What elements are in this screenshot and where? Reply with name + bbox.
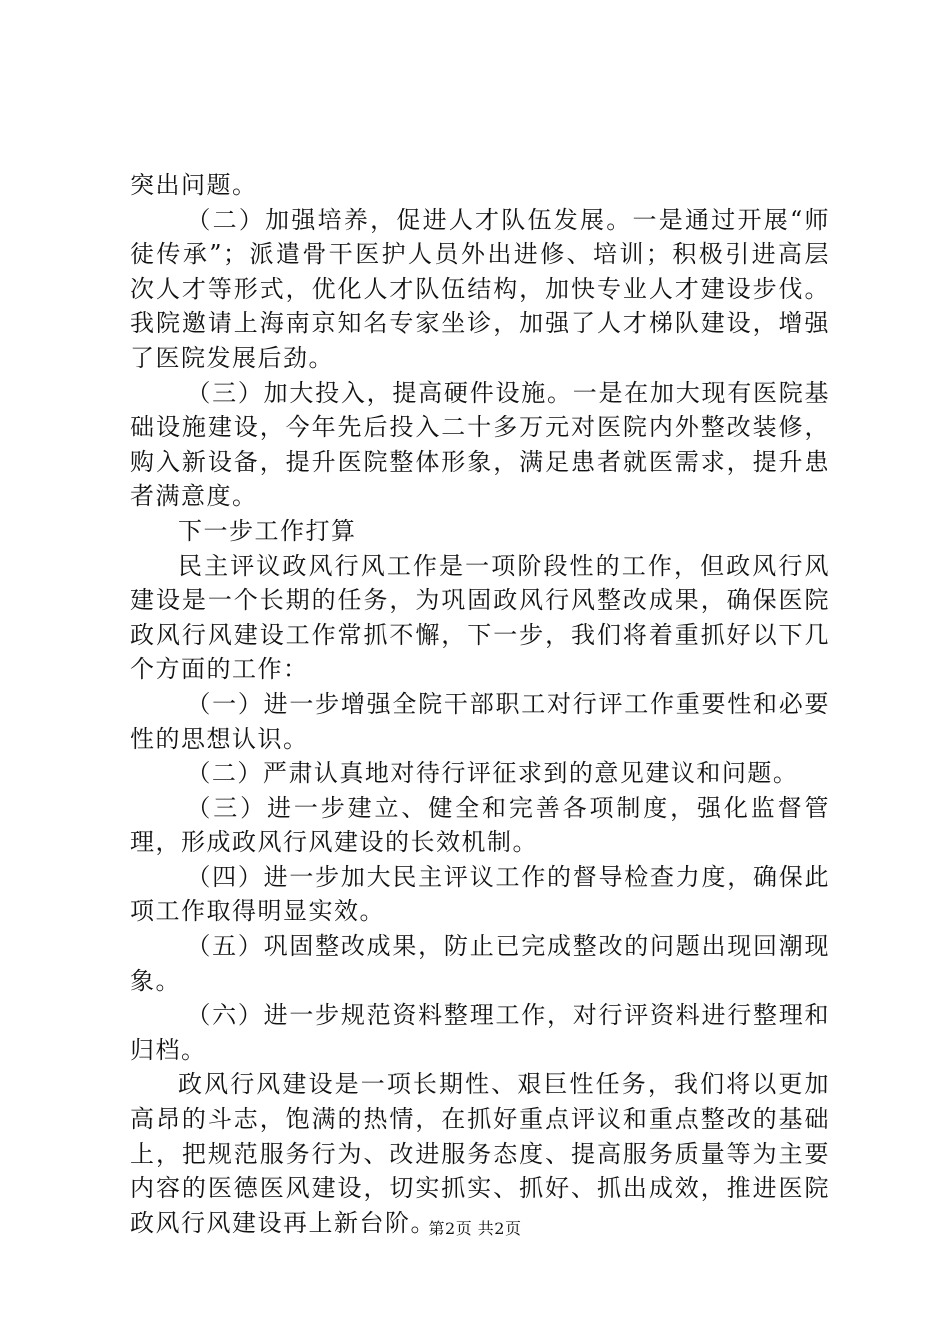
paragraph-next-steps-intro: 民主评议政风行风工作是一项阶段性的工作，但政风行风建设是一个长期的任务，为巩固政风行风整改成果，确保医院政风行风建设工作常抓不懈，下一步，我们将着重抓好以下几个方面的工作： [130,551,830,684]
list-item-1: （一）进一步增强全院干部职工对行评工作重要性和必要性的思想认识。 [130,689,830,753]
list-item-3: （三）进一步建立、健全和完善各项制度，强化监督管理，形成政风行风建设的长效机制。 [130,793,830,857]
paragraph-hardware-investment: （三）加大投入，提高硬件设施。一是在加大现有医院基础设施建设，今年先后投入二十多万元对医院内外整改装修，购入新设备，提升医院整体形象，满足患者就医需求，提升患者满意度。 [130,378,830,511]
document-body [130,168,830,1240]
paragraph-conclusion: 政风行风建设是一项长期性、艰巨性任务，我们将以更加高昂的斗志，饱满的热情，在抓好重点评议和重点整改的基础上，把规范服务行为、改进服务态度、提高服务质量等为主要内容的医德医风建设，切实抓实、抓好、抓出成效，推进医院政风行风建设再上新台阶。 [130,1070,830,1237]
section-heading-next-steps: 下一步工作打算 [178,516,357,545]
paragraph-talent-training: （二）加强培养，促进人才队伍发展。一是通过开展“师徒传承”；派遣骨干医护人员外出进修、培训；积极引进高层次人才等形式，优化人才队伍结构，加快专业人才建设步伐。我院邀请上海南京知名专家坐诊，加强了人才梯队建设，增强了医院发展后劲。 [130,205,830,372]
paragraph-continuation: 突出问题。 [130,171,258,199]
list-item-4: （四）进一步加大民主评议工作的督导检查力度，确保此项工作取得明显实效。 [130,862,830,926]
page-footer: 第2页 共2页 [428,1219,522,1238]
list-item-6: （六）进一步规范资料整理工作，对行评资料进行整理和归档。 [130,1001,830,1064]
list-item-2: （二）严肃认真地对待行评征求到的意见建议和问题。 [186,759,799,788]
list-item-5: （五）巩固整改成果，防止已完成整改的问题出现回潮现象。 [130,932,830,995]
